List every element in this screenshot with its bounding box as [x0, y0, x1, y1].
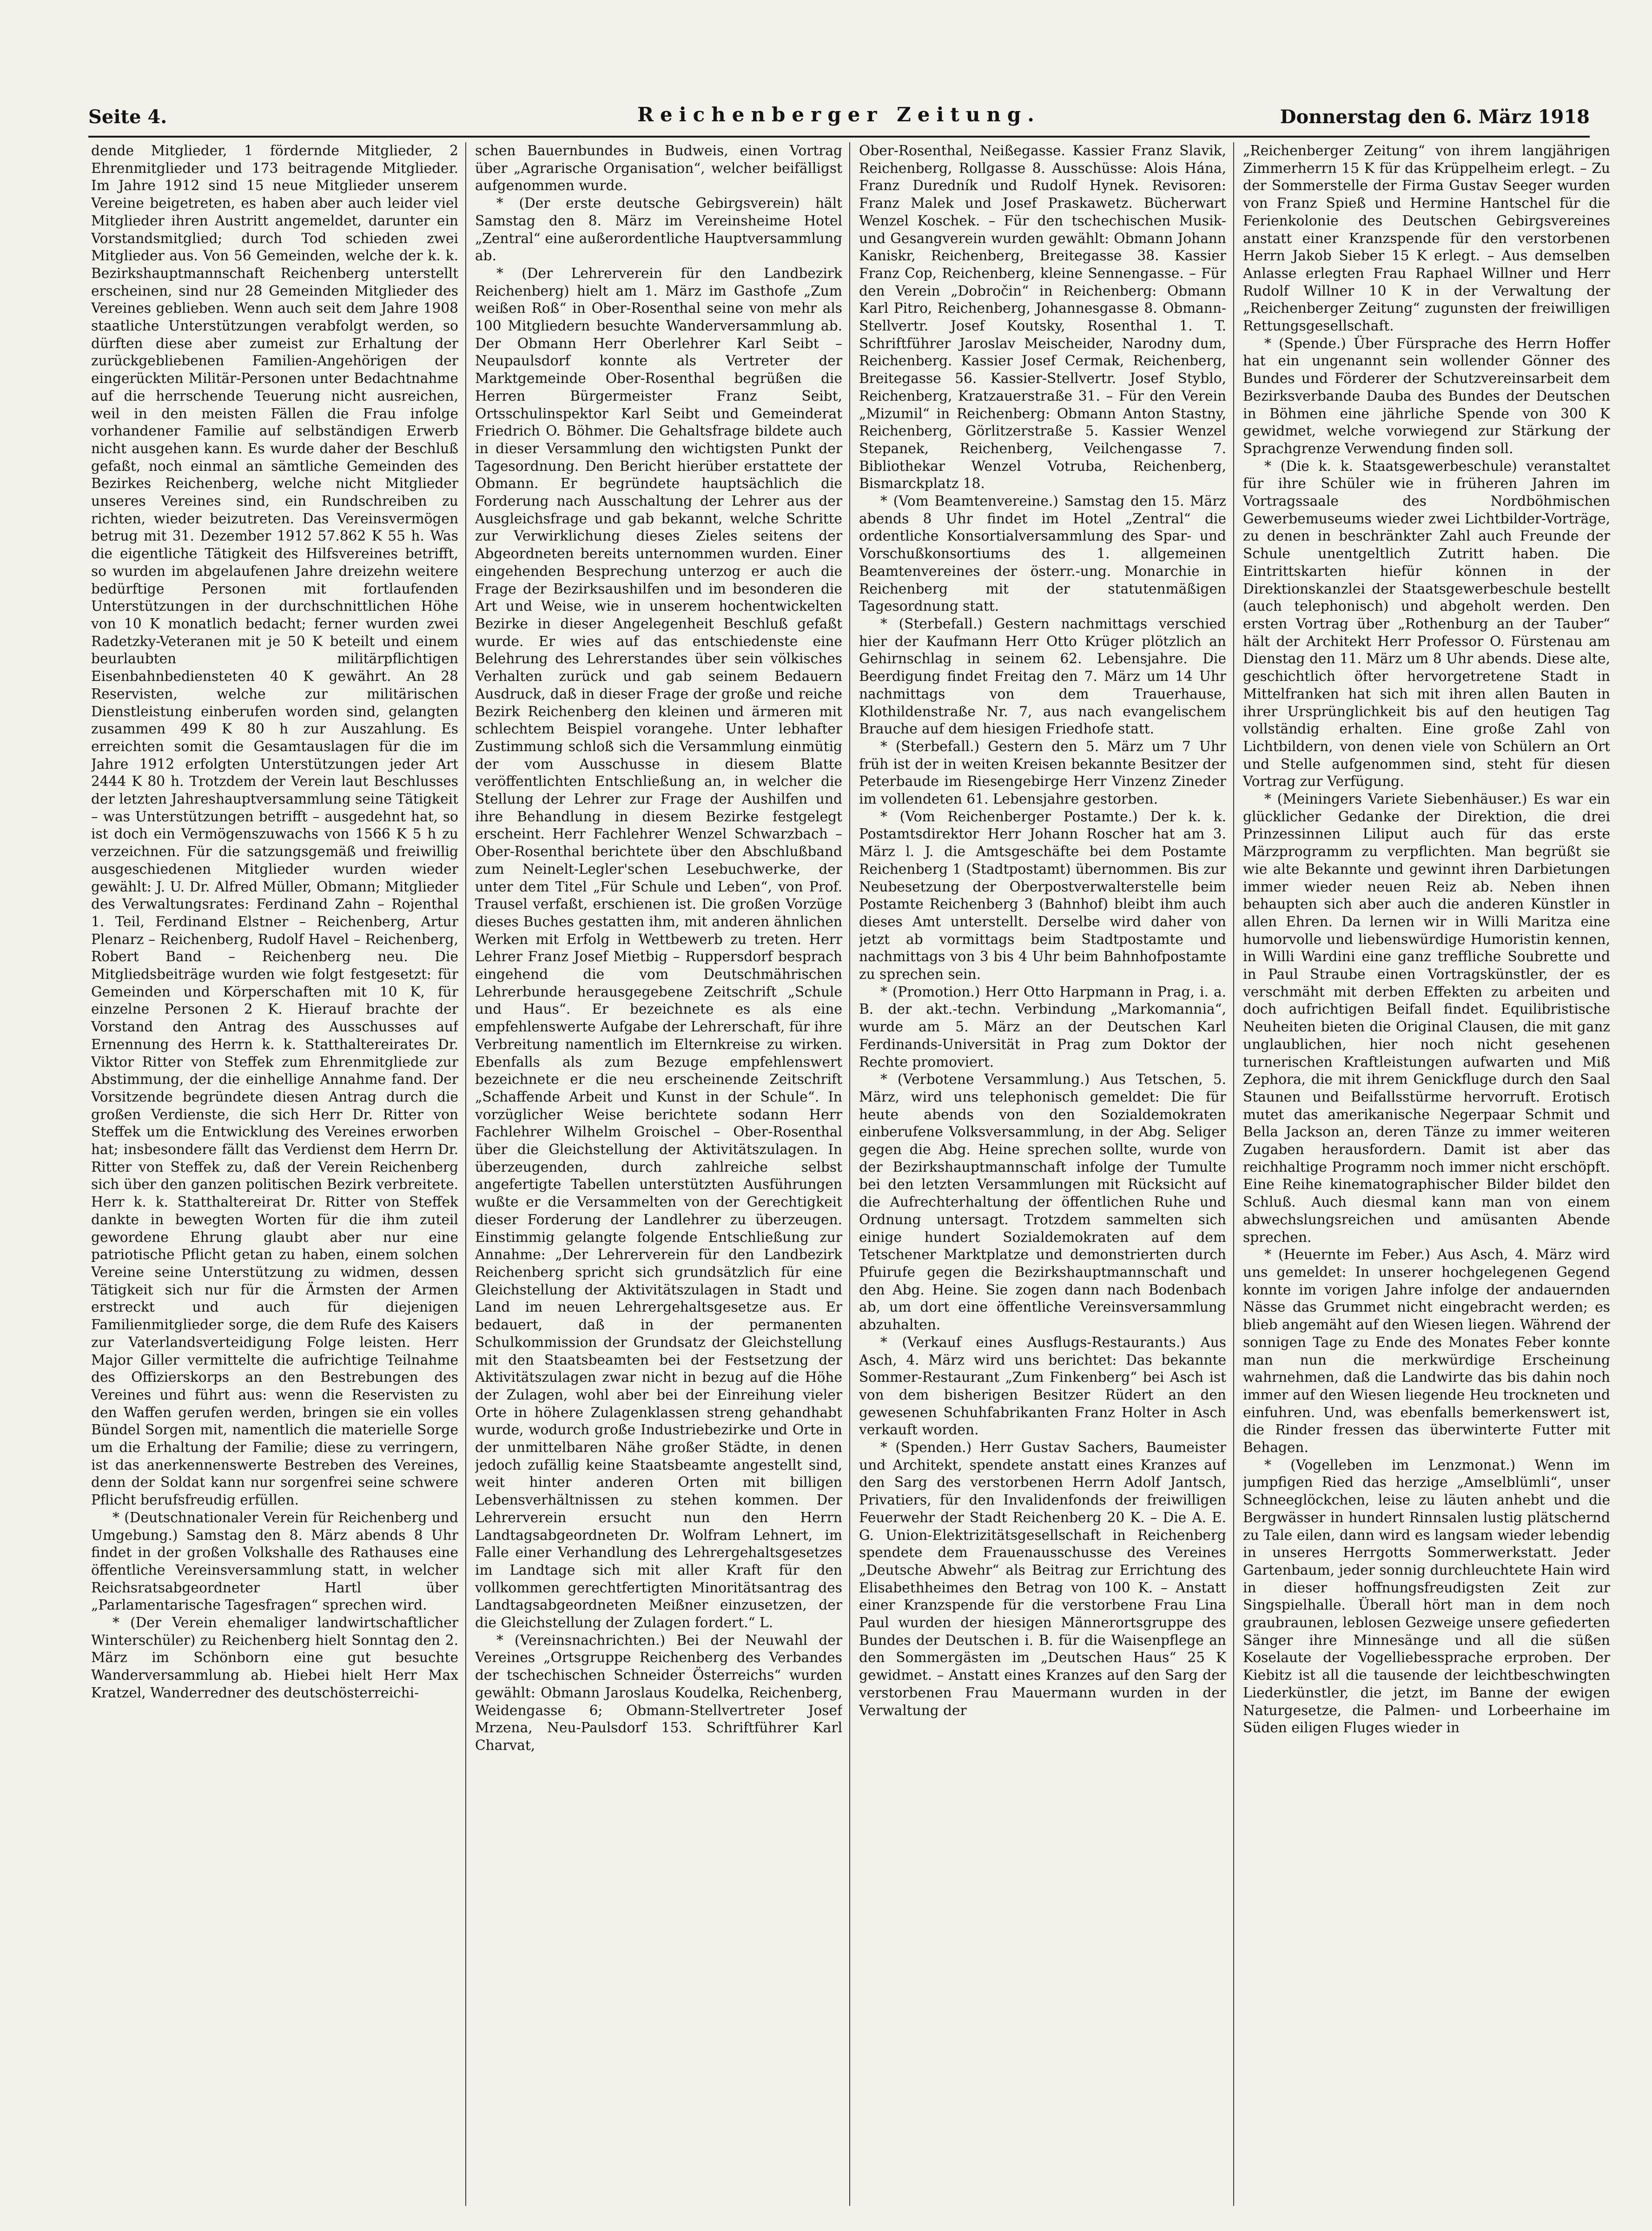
article-paragraph: * (Heuernte im Feber.) Aus Asch, 4. März wird uns gemeldet: In unserer hochgelegenen Gegend konnte im vorigen Jahre infolge der andauernden Nässe das Grummet nicht eingebracht werden; es blieb angemäht auf den Wiesen liegen. Während der sonnigen Tage zu Ende des Monates Feber konnte man nun die merkwürdige Erscheinung wahrnehmen, daß die Landwirte das bis dahin noch immer auf den Wiesen liegende Heu trockneten und einfuhren. Und, was ebenfalls bemerkenswert ist, die Rinder fressen das überwinterte Futter mit Behagen. [1243, 1247, 1610, 1456]
article-paragraph: * (Der Verein ehemaliger landwirtschaftlicher Winterschüler) zu Reichenberg hielt Sonntag den 2. März im Schönborn eine gut besuchte Wanderversammlung ab. Hiebei hielt Herr Max Kratzel, Wanderredner des deutschösterreichi- [91, 1615, 458, 1701]
article-paragraph: * (Deutschnationaler Verein für Reichenberg und Umgebung.) Samstag den 8. März abends 8 Uhr findet in der großen Volkshalle des Rathauses eine öffentliche Vereinsversammlung statt, in welcher Reichsratsabgeordneter Hartl über „Parlamentarische Tagesfragen“ sprechen wird. [91, 1509, 458, 1613]
article-paragraph: Ober-Rosenthal, Neißegasse. Kassier Franz Slavik, Reichenberg, Rollgasse 8. Ausschüsse: Alois Hána, Franz Duredník und Rudolf Hynek. Revisoren: Franz Malek und Josef Praskawetz. Bücherwart Wenzel Koschek. – Für den tschechischen Musik- und Gesangverein wurden gewählt: Obmann Johann Kaniskr, Reichenberg, Breitegasse 38. Kassier Franz Cop, Reichenberg, kleine Sennengasse. – Für den Verein „Dobročin“ in Reichenberg: Obmann Karl Pitro, Reichenberg, Johannesgasse 8. Obmann-Stellvertr. Josef Koutsky, Rosenthal 1. T. Schriftführer Jaroslav Meischeider, Narodny dum, Reichenberg. Kassier Josef Cermak, Reichenberg, Breitegasse 56. Kassier-Stellvertr. Josef Styblo, Reichenberg, Kratzauerstraße 31. – Für den Verein „Mizumil“ in Reichenberg: Obmann Anton Stastny, Reichenberg, Görlitzerstraße 5. Kassier Wenzel Stepanek, Reichenberg, Veilchengasse 7. Bibliothekar Wenzel Votruba, Reichenberg, Bismarckplatz 18. [859, 143, 1226, 492]
article-paragraph: * (Verbotene Versammlung.) Aus Tetschen, 5. März, wird uns telephonisch gemeldet: Die für heute abends von den Sozialdemokraten einberufene Volksversammlung, in der Abg. Seliger gegen die Abg. Heine sprechen sollte, wurde von der Bezirkshauptmannschaft infolge der Tumulte bei den letzten Versammlungen mit Rücksicht auf die Aufrechterhaltung der öffentlichen Ruhe und Ordnung untersagt. Trotzdem sammelten sich einige hundert Sozialdemokraten auf dem Tetschener Marktplatze und demonstrierten durch Pfuirufe gegen die Bezirkshauptmannschaft und den Abg. Heine. Sie zogen dann nach Bodenbach ab, um dort eine öffentliche Vereinsversammlung abzuhalten. [859, 1071, 1226, 1333]
article-paragraph: * (Promotion.) Herr Otto Harpmann in Prag, i. a. B. der akt.-techn. Verbindung „Markomannia“, wurde am 5. März an der Deutschen Karl Ferdinands-Universität in Prag zum Doktor der Rechte promoviert. [859, 983, 1226, 1070]
header-rule [88, 136, 1590, 138]
article-paragraph: * (Vogelleben im Lenzmonat.) Wenn im jumpfigen Ried das herzige „Amselblümli“, unser Schneeglöckchen, leise zu läuten anhebt und die Bergwässer in hundert Rinnsalen lustig plätschernd zu Tale eilen, dann wird es langsam wieder lebendig in unseres Herrgotts Sommerwerkstatt. Jeder Gartenbaum, jeder sonnig durchleuchtete Hain wird in dieser hoffnungsfreudigsten Zeit zur Singspielhalle. Überall hört man in dem noch graubraunen, leblosen Gezweige unsere gefiederten Sänger ihre Minnesänge und all die süßen Koselaute der Vogelliebessprache erproben. Der Kiebitz ist all die tausende der leichtbeschwingten Liederkünstler, die jetzt, im Banne der ewigen Naturgesetze, die Palmen- und Lorbeerhaine im Süden eiligen Fluges wieder in [1243, 1457, 1610, 1736]
column-3 [859, 142, 1226, 2206]
article-paragraph: „Reichenberger Zeitung“ von ihrem langjährigen Zimmerherrn 15 K für das Krüppelheim erlegt. – Zu der Sommerstelle der Firma Gustav Seeger wurden von Franz Spieß und Hermine Hantschel für die Ferienkolonie des Deutschen Gebirgsvereines anstatt einer Kranzspende für den verstorbenen Herrn Jakob Sieber 15 K erlegt. – Aus demselben Anlasse erlegten Frau Raphael Willner und Herr Rudolf Willner 10 K in der Verwaltung der „Reichenberger Zeitung“ zugunsten der freiwilligen Rettungsgesellschaft. [1243, 143, 1610, 334]
page-number: Seite 4. [88, 106, 167, 128]
article-paragraph: * (Sterbefall.) Gestern den 5. März um 7 Uhr früh ist der in weiten Kreisen bekannte Besitzer der Peterbaude im Riesengebirge Herr Vinzenz Zineder im vollendeten 61. Lebensjahre gestorben. [859, 738, 1226, 807]
column-divider [465, 142, 466, 2206]
column-2 [475, 142, 842, 2206]
article-paragraph: * (Vom Beamtenvereine.) Samstag den 15. März abends 8 Uhr findet im Hotel „Zentral“ die ordentliche Konsortialversammlung des Spar- und Vorschußkonsortiums des 1. allgemeinen Beamtenvereines der österr.-ung. Monarchie in Reichenberg mit der statutenmäßigen Tagesordnung statt. [859, 493, 1226, 614]
article-paragraph: * (Die k. k. Staatsgewerbeschule) veranstaltet für ihre Schüler wie in früheren Jahren im Vortragssaale des Nordböhmischen Gewerbemuseums wieder zwei Lichtbilder-Vorträge, zu denen in beschränkter Zahl auch Freunde der Schule unentgeltlich Zutritt haben. Die Eintrittskarten hiefür können in der Direktionskanzlei der Staatsgewerbeschule bestellt (auch telephonisch) und abgeholt werden. Den ersten Vortrag über „Rothenburg an der Tauber“ hält der Architekt Herr Professor O. Fürstenau am Dienstag den 11. März um 8 Uhr abends. Diese alte, geschichtlich öfter hervorgetretene Stadt in Mittelfranken hat sich mit ihren allen Bauten in ihrer Ursprünglichkeit bis auf den heutigen Tag vollständig erhalten. Eine große Zahl von Lichtbildern, von denen viele von Schülern an Ort und Stelle aufgenommen sind, steht für diesen Vortrag zur Verfügung. [1243, 458, 1610, 790]
article-paragraph: * (Spende.) Über Fürsprache des Herrn Hoffer hat ein ungenannt sein wollender Gönner des Bundes und Förderer der Schutzvereinsarbeit dem Bezirksverbande Dauba des Bundes der Deutschen in Böhmen eine jährliche Spende von 300 K gewidmet, welche vorwiegend zur Stärkung der Sprachgrenze Verwendung finden soll. [1243, 335, 1610, 456]
article-paragraph: dende Mitglieder, 1 fördernde Mitglieder, 2 Ehrenmitglieder und 173 beitragende Mitglieder. Im Jahre 1912 sind 15 neue Mitglieder unserem Vereine beigetreten, es haben aber auch leider viel Mitglieder ihren Austritt angemeldet, darunter ein Vorstandsmitglied; durch Tod schieden zwei Mitglieder aus. Von 56 Gemeinden, welche der k. k. Bezirkshauptmannschaft Reichenberg unterstellt erscheinen, sind nur 28 Gemeinden Mitglieder des Vereines geblieben. Wenn auch seit dem Jahre 1908 staatliche Unterstützungen verabfolgt werden, so dürften diese aber zumeist zur Erhaltung der zurückgebliebenen Familien-Angehörigen der eingerückten Militär-Personen unter Bedachtnahme auf die herrschende Teuerung nicht ausreichen, weil in den meisten Fällen die Frau infolge vorhandener Familie auf selbständigen Erwerb nicht ausgehen kann. Es wurde daher der Beschluß gefaßt, noch einmal an sämtliche Gemeinden des Bezirkes Reichenberg, welche nicht Mitglieder unseres Vereines sind, ein Rundschreiben zu richten, wieder beizutreten. Das Vereinsvermögen betrug mit 31. Dezember 1912 57.862 K 55 h. Was die eigentliche Tätigkeit des Hilfsvereines betrifft, so wurden im abgelaufenen Jahre dreizehn weitere bedürftige Personen mit fortlaufenden Unterstützungen in der durchschnittlichen Höhe von 10 K monatlich bedacht; ferner wurden zwei Radetzky-Veteranen mit je 50 K beteilt und einem beurlaubten militärpflichtigen Eisenbahnbediensteten 40 K gewährt. An 28 Reservisten, welche zur militärischen Dienstleistung einberufen worden sind, gelangten zusammen 499 K 80 h zur Auszahlung. Es erreichten somit die Gesamtauslagen für die im Jahre 1912 erfolgten Unterstützungen jeder Art 2444 K 80 h. Trotzdem der Verein laut Beschlusses der letzten Jahreshauptversammlung seine Tätigkeit – was Unterstützungen betrifft – ausgedehnt hat, so ist doch ein Vermögenszuwachs von 1566 K 5 h zu verzeichnen. Für die satzungsgemäß und freiwillig ausgeschiedenen Mitglieder wurden wieder gewählt: J. U. Dr. Alfred Müller, Obmann; Mitglieder des Verwaltungsrates: Ferdinand Zahn – Rojenthal 1. Teil, Ferdinand Elstner – Reichenberg, Artur Plenarz – Reichenberg, Rudolf Havel – Reichenberg, Robert Band – Reichenberg neu. Die Mitgliedsbeiträge wurden wie folgt festgesetzt: für Gemeinden und Körperschaften mit 10 K, für einzelne Personen 2 K. Hierauf brachte der Vorstand den Antrag des Ausschusses auf Ernennung des Herrn k. k. Statthaltereirates Dr. Viktor Ritter von Steffek zum Ehrenmitgliede zur Abstimmung, der die einhellige Annahme fand. Der Vorsitzende begründete diesen Antrag durch die großen Verdienste, die sich Herr Dr. Ritter von Steffek um die Entwicklung des Vereines erworben hat; insbesondere fällt das Verdienst dem Herrn Dr. Ritter von Steffek zu, daß der Verein Reichenberg sich über den ganzen politischen Bezirk verbreitete. Herr k. k. Statthaltereirat Dr. Ritter von Steffek dankte in bewegten Worten für die ihm zuteil gewordene Ehrung glaubt aber nur eine patriotische Pflicht getan zu haben, einem solchen Vereine seine Unterstützung zu widmen, dessen Tätigkeit sich nur für die Ärmsten der Armen erstreckt und auch für diejenigen Familienmitglieder sorge, die dem Rufe des Kaisers zur Vaterlandsverteidigung Folge leisten. Herr Major Giller vermittelte die aufrichtige Teilnahme des Offizierskorps an den Bestrebungen des Vereines und führt aus: wenn die Reservisten zu den Waffen gerufen werden, bringen sie ein volles Bündel Sorgen mit, namentlich die materielle Sorge um die Erhaltung der Familie; diese zu verringern, ist das anerkennenswerte Bestreben des Vereines, denn der Soldat kann nur sorgenfrei seine schwere Pflicht berufsfreudig erfüllen. [91, 143, 458, 1508]
article-paragraph: * (Spenden.) Herr Gustav Sachers, Baumeister und Architekt, spendete anstatt eines Kranzes auf den Sarg des verstorbenen Herrn Adolf Jantsch, Privatiers, für den Invalidenfonds der freiwilligen Feuerwehr der Stadt Reichenberg 20 K. – Die A. E. G. Union-Elektrizitätsgesellschaft in Reichenberg spendete dem Frauenausschusse des Vereines „Deutsche Abwehr“ als Beitrag zur Errichtung des Elisabethheimes den Betrag von 100 K. – Anstatt einer Kranzspende für die verstorbene Frau Lina Paul wurden der hiesigen Männerortsgruppe des Bundes der Deutschen i. B. für die Waisenpflege an den Sommergästen im „Deutschen Haus“ 25 K gewidmet. – Anstatt eines Kranzes auf den Sarg der verstorbenen Frau Mauermann wurden in der Verwaltung der [859, 1439, 1226, 1718]
column-divider [849, 142, 850, 2206]
article-paragraph: * (Verkauf eines Ausflugs-Restaurants.) Aus Asch, 4. März wird uns berichtet: Das bekannte Sommer-Restaurant „Zum Finkenberg“ bei Asch ist von dem bisherigen Besitzer Rüdert an den gewesenen Schuhfabrikanten Franz Holter in Asch verkauft worden. [859, 1334, 1226, 1438]
masthead: Reichenberger Zeitung. [637, 103, 1041, 126]
article-paragraph: * (Sterbefall.) Gestern nachmittags verschied hier der Kaufmann Herr Otto Krüger plötzlich an Gehirnschlag in seinem 62. Lebensjahre. Die Beerdigung findet Freitag den 7. März um 14 Uhr nachmittags von dem Trauerhause, Klothildenstraße Nr. 7, aus nach evangelischem Brauche auf dem hiesigen Friedhofe statt. [859, 615, 1226, 737]
column-1 [91, 142, 458, 2206]
column-divider [1233, 142, 1234, 2206]
issue-date: Donnerstag den 6. März 1918 [1280, 106, 1590, 128]
article-paragraph: * (Der Lehrerverein für den Landbezirk Reichenberg) hielt am 1. März im Gasthofe „Zum weißen Roß“ in Ober-Rosenthal seine von mehr als 100 Mitgliedern besuchte Wanderversammlung ab. Der Obmann Herr Oberlehrer Karl Seibt – Neupaulsdorf konnte als Vertreter der Marktgemeinde Ober-Rosenthal begrüßen die Herren Bürgermeister Franz Seibt, Ortsschulinspektor Karl Seibt und Gemeinderat Friedrich O. Böhmer. Die Gehaltsfrage bildete auch in dieser Versammlung den wichtigsten Punkt der Tagesordnung. Den Bericht hierüber erstattete der Obmann. Er begründete hauptsächlich die Forderung nach Ausschaltung der Lehrer aus der Ausgleichsfrage und gab bekannt, welche Schritte zur Verwirklichung dieses Zieles seitens der Abgeordneten bereits unternommen wurden. Einer eingehenden Besprechung unterzog er auch die Frage der Bezirksaushilfen und im besonderen die Art und Weise, wie in unserem hochentwickelten Bezirke in dieser Angelegenheit Beschluß gefaßt wurde. Er wies auf das entschiedenste eine Belehrung des Lehrerstandes über sein völkisches Verhalten zurück und gab seinem Bedauern Ausdruck, daß in dieser Frage der große und reiche Bezirk Reichenberg den kleinen und ärmeren mit schlechtem Beispiel vorangehe. Unter lebhafter Zustimmung schloß sich die Versammlung einmütig der vom Ausschusse in diesem Blatte veröffentlichten Entschließung an, in welcher die Stellung der Lehrer zur Frage der Aushilfen und ihre Behandlung in diesem Bezirke festgelegt erscheint. Herr Fachlehrer Wenzel Schwarzbach – Ober-Rosenthal berichtete über den Abschlußband zum Neinelt-Legler'schen Lesebuchwerke, der unter dem Titel „Für Schule und Leben“, von Prof. Trausel verfaßt, erschienen ist. Die großen Vorzüge dieses Buches gestatten ihm, mit anderen ähnlichen Werken mit Erfolg in Wettbewerb zu treten. Herr Lehrer Franz Josef Mietbig – Ruppersdorf besprach eingehend die vom Deutschmährischen Lehrerbunde herausgegebene Zeitschrift „Schule und Haus“. Er bezeichnete es als eine empfehlenswerte Aufgabe der Lehrerschaft, für ihre Verbreitung namentlich im Elternkreise zu wirken. Ebenfalls als zum Bezuge empfehlenswert bezeichnete er die neu erscheinende Zeitschrift „Schaffende Arbeit und Kunst in der Schule“. In vorzüglicher Weise berichtete sodann Herr Fachlehrer Wilhelm Groischel – Ober-Rosenthal über die Gleichstellung der Aktivitätszulagen. In überzeugenden, durch zahlreiche selbst angefertigte Tabellen unterstützten Ausführungen wußte er die Versammelten von der Gerechtigkeit dieser Forderung der Landlehrer zu überzeugen. Einstimmig gelangte folgende Entschließung zur Annahme: „Der Lehrerverein für den Landbezirk Reichenberg spricht sich grundsätzlich für eine Gleichstellung der Aktivitätszulagen in Stadt und Land im neuen Lehrergehaltsgesetze aus. Er bedauert, daß in der permanenten Schulkommission der Grundsatz der Gleichstellung mit den Staatsbeamten bei der Festsetzung der Aktivitätszulagen zwar nicht in bezug auf die Höhe der Zulagen, wohl aber bei der Einreihung vieler Orte in höhere Zulagenklassen streng gehandhabt wurde, wodurch große Industriebezirke und Orte in der unmittelbaren Nähe großer Städte, in denen jedoch zufällig keine Staatsbeamte angestellt sind, weit hinter anderen Orten mit billigen Lebensverhältnissen zu stehen kommen. Der Lehrerverein ersucht nun den Herrn Landtagsabgeordneten Dr. Wolfram Lehnert, im Falle einer Verhandlung des Lehrergehaltsgesetzes im Landtage sich mit aller Kraft für den vollkommen gerechtfertigten Minoritätsantrag des Landtagsabgeordneten Meißner einzusetzen, der die Gleichstellung der Zulagen fordert.“ L. [475, 265, 842, 1631]
column-4 [1243, 142, 1610, 2206]
article-paragraph: * (Vereinsnachrichten.) Bei der Neuwahl der Vereines „Ortsgruppe Reichenberg des Verbandes der tschechischen Schneider Österreichs“ wurden gewählt: Obmann Jaroslaus Koudelka, Reichenberg, Weidengasse 6; Obmann-Stellvertreter Josef Mrzena, Neu-Paulsdorf 153. Schriftführer Karl Charvat, [475, 1632, 842, 1753]
article-paragraph: schen Bauernbundes in Budweis, einen Vortrag über „Agrarische Organisation“, welcher beifälligst aufgenommen wurde. [475, 143, 842, 194]
article-paragraph: * (Vom Reichenberger Postamte.) Der k. k. Postamtsdirektor Herr Johann Roscher hat am 3. März l. J. die Amtsgeschäfte bei dem Postamte Reichenberg 1 (Stadtpostamt) übernommen. Bis zur Neubesetzung der Oberpostverwalterstelle beim Postamte Reichenberg 3 (Bahnhof) bleibt ihm auch dieses Amt unterstellt. Derselbe wird daher von jetzt ab vormittags beim Stadtpostamte und nachmittags von 3 bis 4 Uhr beim Bahnhofpostamte zu sprechen sein. [859, 808, 1226, 983]
article-paragraph: * (Meiningers Variete Siebenhäuser.) Es war ein glücklicher Gedanke der Direktion, die drei Prinzessinnen Liliput auch für das erste Märzprogramm zu verpflichten. Man begrüßt sie wie alte Bekannte und gewinnt ihren Darbietungen immer wieder neuen Reiz ab. Neben ihnen behaupten sich aber auch die anderen Künstler in allen Ehren. Da lernen wir in Willi Maritza eine humorvolle und liebenswürdige Humoristin kennen, in Willi Wardini eine ganz treffliche Soubrette und in Paul Straube einen Vortragskünstler, der es verschmäht mit derben Effekten zu arbeiten und doch aufrichtigen Beifall findet. Equilibristische Neuheiten bieten die Original Clausen, die mit ganz unglaublichen, hier noch nicht gesehenen turnerischen Kraftleistungen aufwarten und Miß Zephora, die mit ihrem Genickfluge durch den Saal Staunen und Beifallsstürme hervorruft. Erotisch mutet das amerikanische Negerpaar Schmit und Bella Jackson an, deren Tänze zu immer weiteren Zugaben herausfordern. Damit ist aber das reichhaltige Programm noch immer nicht erschöpft. Eine Reihe kinematographischer Bilder bildet den Schluß. Auch diesmal kann man von einem abwechslungsreichen und amüsanten Abende sprechen. [1243, 791, 1610, 1245]
article-paragraph: * (Der erste deutsche Gebirgsverein) hält Samstag den 8. März im Vereinsheime Hotel „Zentral“ eine außerordentliche Hauptversammlung ab. [475, 195, 842, 264]
